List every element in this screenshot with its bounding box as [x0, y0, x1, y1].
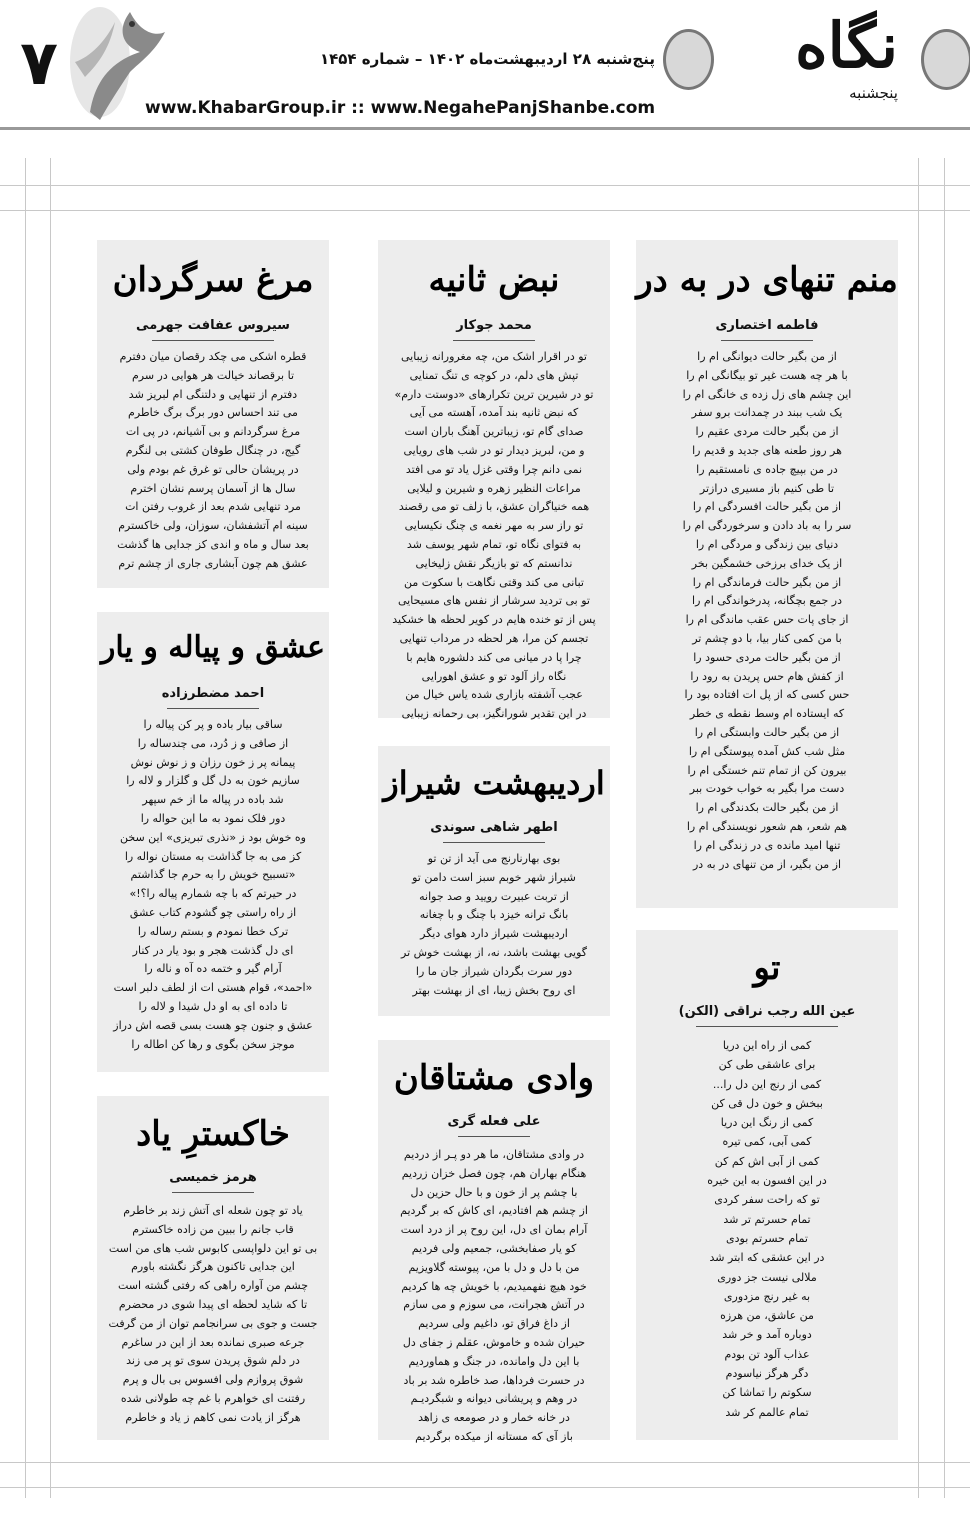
poem-line: ملالی نیست جز دوری: [717, 1270, 817, 1284]
poem-body: [97, 1202, 329, 1428]
poem-line: نمی دانم چرا وقتی غزل یاد تو می افتد: [405, 462, 583, 476]
poem-line: از راه راستی چو گشودم کتاب عشق: [129, 905, 297, 919]
poem-author: محمد جوکار: [456, 318, 532, 333]
poem-line: این جدایی تاکنون هرگز نگشته باورم: [131, 1260, 295, 1274]
poem-line: بانگ ترانه خیزد با چنگ و با چغانه: [419, 908, 569, 922]
poem-line: عجب آشفته بازاری شده یاس خیال من: [405, 688, 583, 702]
poem-line: قطره اشکی می چکد رقصان میان دفترم: [119, 350, 307, 363]
poem-line: جرعه صبری نمانده بعد از این در ساغرم: [121, 1335, 305, 1349]
poem-line: صدای گام تو، زیباترین آهنگ باران است: [404, 425, 584, 439]
poem-line: عشق و جنون چو هست بسی قصه اش دراز: [113, 1018, 313, 1032]
frame-line: [944, 158, 945, 1498]
poem-line: از من بگیر حالت فرماندگی ام را: [692, 575, 842, 589]
poem-line: در آتش هجرانت، می سوزم و می سازم: [403, 1298, 585, 1312]
poem-line: سکوتم را تماشا کن: [722, 1386, 812, 1400]
poem-line: از من بگیر، از من تنهای در به در: [692, 857, 842, 871]
poem-line: پس از تو خنده هایم در کویر لحظه ها خشکید: [392, 613, 596, 627]
poem-line: باز آی که مستانه از میکده برگردیم: [415, 1429, 573, 1443]
poem-line: آرام بمان ای دل، این روح پر از درد است: [400, 1223, 588, 1237]
poem-author: علی فعله گری: [447, 1114, 541, 1129]
poem-line: تو راز سر به مهر نغمه ی چنگ نکیسایی: [404, 519, 584, 533]
poem-line: از من بگیر حالت دیوانگی ام را: [697, 350, 837, 363]
poem-line: من عاشق، من هرزه: [720, 1309, 814, 1323]
poem-body: [378, 348, 610, 724]
poem-line: جست و جوی بی سرانجامم توان از من گرفت: [108, 1316, 318, 1330]
poem-line: از داغ فراق تو، داغیم ولی سردیم: [418, 1317, 570, 1331]
poem-body: [378, 850, 610, 1000]
poem-line: قاب جانم را ببین من زاده خاکسترم: [132, 1222, 294, 1236]
poem-author: سیروس عفافت جهرمی: [136, 318, 290, 333]
poem-line: چرا پا در میانی می کند دلشوره هایم با: [406, 650, 582, 664]
poem-line: که ایستاده ام وسط نقطه ی خطر: [689, 707, 845, 721]
header-divider: [0, 127, 970, 130]
poem-body: [97, 348, 329, 574]
poem-line: این چشم های زل زده ی خانگی ام را: [682, 387, 852, 401]
poem-panel: [97, 240, 329, 588]
poem-body: [636, 1036, 898, 1422]
poem-line: تمام حسرتم بودی: [726, 1231, 808, 1245]
poem-body: [378, 1146, 610, 1447]
poem-panel: [97, 1096, 329, 1440]
poem-line: کمی از رنگ این دریا: [720, 1116, 814, 1130]
poem-line: می تند احساس دور برگ برگ خاطرم: [128, 406, 298, 420]
poem-line: در حیرتم که با چه شمارم پیاله را؟!»: [129, 887, 297, 901]
poem-author: هرمز خمیسی: [169, 1170, 257, 1185]
poem-panel: [378, 240, 610, 721]
poem-title: نبض ثانیه: [428, 260, 560, 300]
poem-line: کو یار صفابخشی، جمعیم ولی فردیم: [411, 1241, 577, 1255]
author-divider: [172, 1192, 254, 1193]
poem-line: تبانی می کند وقتی نگاهت با سکوت من: [404, 575, 584, 589]
poem-line: بعد سال و ماه و اندی کز جدایی ها گذشت: [117, 537, 309, 551]
poem-line: موجز سخن بگوی و رها کن اطاله را: [131, 1037, 295, 1051]
ornament-left-icon: [663, 29, 714, 90]
poem-line: حس کسی که از پل ات افتاده بود را: [684, 688, 850, 702]
poem-panel: [378, 1040, 610, 1443]
poem-line: مثل شب کش آمده پیوستگی ام را: [688, 744, 846, 758]
poem-line: سال ها از آسمان پرسم نشان اخترم: [130, 481, 296, 495]
frame-line: [0, 210, 970, 211]
poem-author: اطهر شاهی سوندی: [430, 820, 558, 835]
poem-line: کمی از آبی اش کم کن: [714, 1154, 820, 1168]
poem-line: مراعات النظیر زهره و شیرین و لیلایی: [407, 481, 581, 495]
ornament-right-icon: [921, 29, 970, 90]
poem-line: دست مرا بگیر به خواب خودت ببر: [689, 782, 845, 796]
poem-line: در وادی مشتاقان، ما هر دو پـر از دردیم: [403, 1148, 585, 1161]
poem-line: برای عاشقی طی کن: [718, 1058, 816, 1072]
poem-line: در من بپیچ جاده ی نامستقیم را: [696, 462, 838, 476]
poem-line: شد باده در پیاله ما از خم سپهر: [142, 793, 284, 807]
poem-line: یک شب ببند در چمدانت برو سفر: [691, 406, 843, 420]
poem-line: مرد تنهایی شدم بعد از غروب رفتن ات: [125, 500, 301, 514]
poem-line: تمام عالمم کر شد: [725, 1405, 809, 1419]
logo-title: نگاه: [795, 9, 898, 82]
poem-line: دفترم از تنهایی و دلتنگی ام لبریز شد: [128, 387, 298, 401]
page-number: ۷: [20, 26, 58, 99]
poem-line: اردیبهشت شیراز دارد هوای دیگر: [420, 927, 568, 941]
poem-line: سر را به باد دادن و سرخوردگی ام را: [682, 519, 852, 533]
poem-line: تو بی تردید سرشار از نفس های مسیحایی: [398, 594, 590, 608]
poem-line: با این دل وامانده، در جنگ و هماوردیم: [408, 1354, 580, 1368]
poem-line: کمی آبی، کمی تیره: [722, 1135, 812, 1149]
poem-line: هرگز از یادت نمی کاهم ز یاد و خاطرم: [125, 1410, 301, 1424]
poem-line: هم شعر، هم شعور نویسندگی ام را: [686, 819, 848, 833]
poem-line: از من بگیر حالت مردی عقیم را: [695, 425, 839, 439]
author-divider: [443, 842, 545, 843]
frame-line: [0, 185, 970, 186]
poem-line: از کفش هام حس پریدن به رود را: [690, 669, 844, 683]
poem-line: تمام حسرتم تر شد: [723, 1212, 811, 1226]
poem-line: پیمانه پر ز خون رزان و ز نوش نوش: [130, 755, 296, 769]
author-divider: [152, 340, 274, 341]
poem-line: کز می به جا گذاشت به مستان نواله را: [124, 849, 302, 863]
poem-line: در این تقدیر شورانگیز، بی رحمانه زیبایی: [401, 707, 587, 721]
poem-title: تو: [753, 948, 781, 988]
frame-line: [50, 158, 51, 1498]
poem-line: رفتنت ای خواهرم با غم چه طولانی شده: [120, 1391, 306, 1405]
poem-line: با من کمی کنار بیا، با دو چشم تر: [692, 631, 842, 645]
poem-line: ببخش و خون دل قی کن: [711, 1096, 823, 1110]
poem-line: در خانه خمار و در صومعه ی زاهد: [418, 1411, 570, 1425]
poem-title: اردیبهشت شیراز: [383, 764, 605, 802]
poem-line: بیرون کن از تمام تنم خستگی ام را: [687, 763, 847, 777]
poem-title: وادی مشتاقان: [393, 1058, 595, 1098]
poem-title: منم تنهای در به در: [636, 260, 898, 300]
poem-line: ترک خطا نمودم و بستم رساله را: [137, 924, 289, 938]
author-divider: [696, 1026, 838, 1027]
poem-line: تا که شاید لحظه ای پیدا شوی در محضرم: [118, 1297, 308, 1311]
poem-line: خود هیچ نفهمیدیم، با خویش چه ها کردیم: [401, 1279, 587, 1293]
poem-line: از جای پات حس عقب ماندگی ام را: [685, 613, 849, 627]
frame-line: [0, 1487, 970, 1488]
poem-line: در پریشان حالی تو غرق غم بودم ولی: [127, 462, 299, 476]
poem-line: و من، لبریز دیدار تو در شب های رویایی: [403, 443, 585, 457]
poem-line: از من بگیر حالت وابستگی ام را: [694, 725, 840, 739]
poem-line: تا داده ای به او دل شیدا و لاله را: [138, 999, 288, 1013]
poem-line: یاد تو چون شعله ای آتش زند بر خاطرم: [123, 1204, 303, 1217]
poem-panel: [636, 930, 898, 1440]
poem-line: دگر هرگز نیاسودم: [725, 1367, 809, 1381]
poem-line: آرام گیر و ختمه ده آه و ناله را: [144, 962, 282, 976]
poem-line: از من بگیر حالت افسردگی ام را: [692, 500, 842, 514]
poem-line: «تسبیح خویش را به حرم جا گذاشتم: [130, 868, 296, 882]
poem-title: خاکسترِ یاد: [136, 1114, 290, 1154]
poem-line: ندانستم که تو بازیگر نقش زلیخایی: [415, 556, 573, 570]
author-divider: [167, 708, 259, 709]
poem-line: دوباره آمد و خر شد: [722, 1328, 812, 1342]
poem-line: بوی بهارنارنج می آید از تن تو: [427, 852, 561, 865]
poem-line: در حسرت فرداها، صد خاطره شد بر باد: [403, 1373, 585, 1387]
poem-line: از یک خدای برزخی خشمگین بخر: [691, 556, 843, 570]
poem-body: [97, 716, 329, 1054]
poem-line: شیراز شهر خوبم سبز است دامن تو: [412, 870, 576, 884]
poem-line: در این افسون به این خیره: [707, 1174, 827, 1188]
poem-line: گویی بهشت باشد، نه، از بهشت خوش تر: [401, 945, 587, 959]
poem-line: گیج، در چنگال طوفان کشتی بی لنگرم: [125, 443, 301, 457]
poem-title: عشق و پیاله و یار: [100, 630, 326, 665]
poem-line: در دلم شوق پریدن سوی تو پر می زند: [126, 1354, 300, 1368]
page-header: [0, 0, 970, 135]
poem-line: سینه ام آتشفشان، سوزان، ولی خاکسترم: [118, 519, 308, 533]
poem-title: مرغ سرگردان: [112, 260, 314, 300]
poem-line: تا برقصاند خیالت هر هوایی در سرم: [131, 368, 295, 382]
poem-line: نگاه راز آلود تو و عشق اهورایی: [421, 669, 567, 683]
poem-line: شوق پروازم ولی افسوس بی بال و پرم: [122, 1373, 304, 1387]
author-divider: [721, 340, 813, 341]
frame-line: [0, 1462, 970, 1463]
poem-line: از چشم هم افتادیم، ای کاش که بر گردیم: [400, 1204, 588, 1218]
author-divider: [453, 340, 535, 341]
poem-panel: [378, 746, 610, 1016]
poem-line: «احمد»، قوام هستی ات از لطف دلبر است: [113, 981, 313, 995]
issue-date-number: پنج‌شنبه ۲۸ اردیبهشت‌ماه ۱۴۰۲ – شماره ۱۴۵۴: [319, 50, 655, 68]
poem-line: به فتوای نگاه تو، تمام شهر یوسف شد: [406, 537, 582, 551]
poem-author: فاطمه اختصاری: [715, 318, 819, 333]
poem-author: عین الله رجب نراقی (الکن): [678, 1004, 856, 1019]
poem-line: کمی از راه این دریا: [722, 1039, 812, 1052]
poem-line: من با دل و دل با من، پیوسته گلاویزیم: [408, 1260, 580, 1274]
poem-line: عذاب آلود تن بودم: [724, 1347, 810, 1361]
poem-line: تا طی کنیم باز مسیری درازتر: [699, 481, 835, 495]
poem-line: در این عشقی که ابتر شد: [709, 1251, 825, 1265]
poem-line: چشم من آواره راهی که رفتی گشته است: [117, 1279, 309, 1293]
logo-subtitle: پنجشنبه: [849, 84, 898, 102]
poem-line: کمی از رنج این دل را...: [712, 1077, 822, 1091]
poem-panel: [636, 240, 898, 908]
poem-line: هنگام بهاران هم، چون فصل خزان زردیم: [401, 1166, 587, 1180]
poem-line: دنیای بین زندگی و مردگی ام را: [695, 537, 839, 551]
poem-line: بی تو این دلواپسی کابوس شب های من است: [108, 1241, 318, 1255]
poem-line: عشق هم چون آبشاری جاری از چشم ترم: [118, 556, 308, 570]
poem-line: هر روز طعنه های جدید و قدیم را: [692, 443, 842, 457]
poem-line: در جمع بچگانه، پدرخواندگی ام را: [692, 594, 842, 608]
poem-line: از من بگیر حالت بکدندگی ام را: [695, 801, 839, 815]
poem-line: سازیم خون به دل گل و گلزار و لاله را: [126, 774, 300, 788]
poem-line: وه خوش بود ز «نذری تبریزی» این سخن: [119, 830, 306, 844]
poem-line: ساقی بیار باده و پر کن پیاله را: [143, 718, 283, 731]
poem-line: تنها امید مانده ی در زندگی ام را: [693, 838, 841, 852]
frame-line: [918, 158, 919, 1498]
poem-line: دور سرت بگردان شیراز جان ما را: [415, 964, 573, 978]
website-links[interactable]: www.KhabarGroup.ir :: www.NegahePanjShanbe.com: [145, 98, 656, 118]
poem-line: از تربت عبیرت رویید و صد جوانه: [419, 889, 569, 903]
frame-line: [25, 158, 26, 1498]
poem-line: در وهم و پریشانی دیوانه و شبگردیـم: [410, 1392, 578, 1406]
poem-author: احمد مضطرزاده: [161, 686, 265, 701]
poem-line: تو در شیرین ترین تکرارهای «دوستت دارم»: [394, 387, 594, 401]
poem-line: با چشم پر از خون و با حال حزین دل: [410, 1185, 578, 1199]
poem-line: حیران شده و خاموش، عقلم ز جفای دل: [402, 1335, 586, 1349]
poem-line: همه خنیاگران عشق، با زلف تو می رقصند: [398, 500, 590, 514]
poem-body: [636, 348, 898, 874]
poem-line: دور فلک نمود به ما این حواله را: [140, 811, 286, 825]
poem-line: از صافی و ز دُرد، می چندساله را: [137, 736, 289, 750]
poem-line: با هر چه هست غیر تو بیگانگی ام را: [686, 368, 848, 382]
poem-line: تجسم کن مرا، هر لحظه در مرداب تنهایی: [399, 631, 589, 645]
newspaper-logo: [663, 4, 968, 122]
poem-line: تو در اقرار اشک من، چه مغرورانه زیبایی: [401, 350, 587, 363]
poem-line: مرغ سرگردانم و بی آشیانم، در پی ات: [125, 425, 301, 439]
poem-line: به غیر رنج مزدوری: [723, 1289, 811, 1303]
poem-line: تو که راحت سفر کردی: [714, 1193, 820, 1207]
poem-line: که نبض ثانیه بند آمده، آهسته می آیی: [409, 406, 579, 420]
poem-panel: [97, 612, 329, 1072]
poem-line: ای دل گذشت هجر و بود یار در کنار: [132, 943, 294, 957]
poem-line: ای روح بخش زیبا، ای از بهشت بهتر: [412, 983, 576, 997]
poem-line: تپش های دلم، در کوچه ی تنگ تمنایی: [409, 368, 579, 382]
poem-line: از من بگیر حالت مردی حسود را: [693, 650, 841, 664]
author-divider: [458, 1136, 530, 1137]
